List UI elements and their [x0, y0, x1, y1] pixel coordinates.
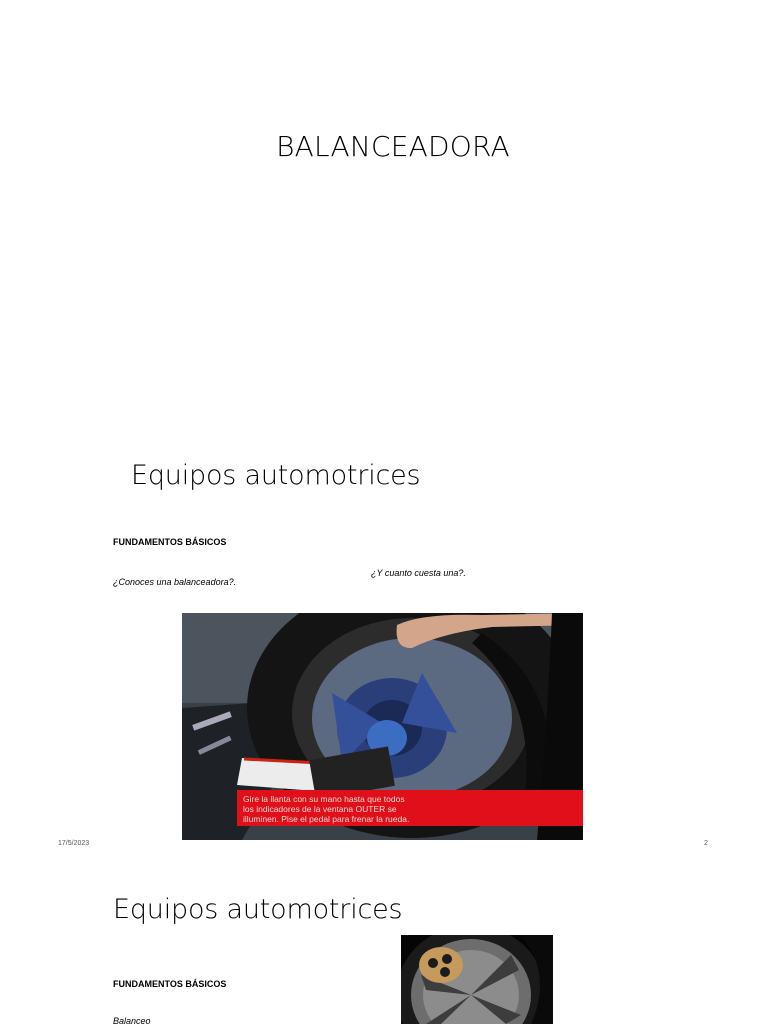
video-caption-text: Gire la llanta con su mano hasta que todos los indicadores de la ventana OUTER se illuminen. Pise el pedal para frenar la rueda. [243, 794, 410, 824]
video-caption-bar [237, 790, 583, 826]
slide-heading: Equipos automotrices [113, 894, 403, 925]
question-text: ¿Conoces una balanceadora?. [113, 577, 237, 587]
slide-heading: Equipos automotrices [131, 460, 421, 491]
section-subheading: FUNDAMENTOS BÁSICOS [113, 979, 227, 989]
footer-date: 17/5/2023 [58, 840, 90, 847]
page-number: 2 [704, 840, 708, 847]
question-text: ¿Y cuanto cuesta una?. [371, 568, 466, 578]
body-text: Balanceo [113, 1016, 151, 1024]
section-subheading: FUNDAMENTOS BÁSICOS [113, 537, 227, 547]
slide-title: BALANCEADORA [276, 130, 510, 163]
wheel-balancing-image [401, 935, 553, 1024]
balancer-video-frame[interactable] [182, 613, 583, 840]
